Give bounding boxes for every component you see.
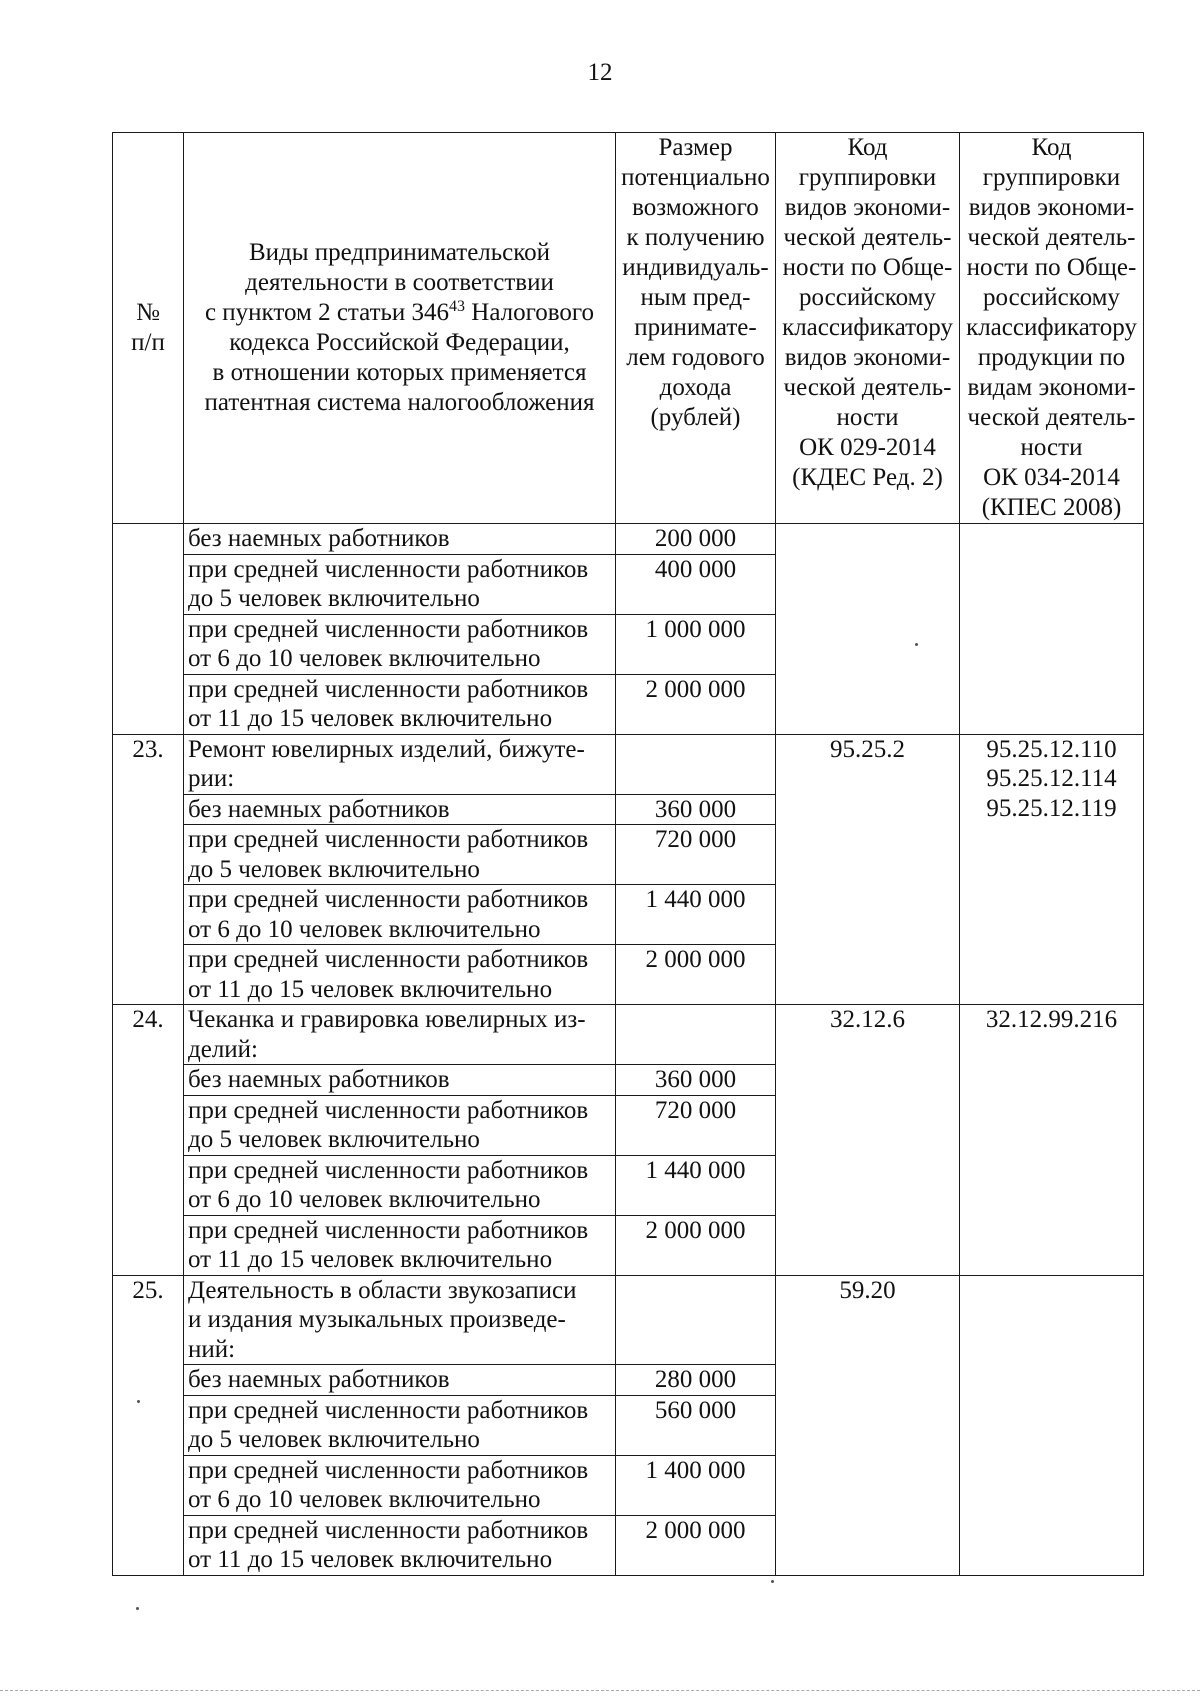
- scan-speck: [136, 1607, 139, 1610]
- income-amount: 560 000: [616, 1395, 776, 1455]
- patent-income-table: [112, 132, 1144, 1576]
- income-amount: 1 440 000: [616, 1155, 776, 1215]
- income-amount: 360 000: [616, 794, 776, 825]
- table-header-row: [113, 133, 1144, 524]
- activity-description: при средней численности работников от 6 до 10 человек включительно: [184, 885, 616, 945]
- activity-description: при средней численности работников от 6 до 10 человек включительно: [184, 1155, 616, 1215]
- activity-description: без наемных работников: [184, 524, 616, 555]
- header-okpd-code: Код группировки видов экономи- ческой деятель- ности по Обще- российскому классификатору продукции по видам экономи- ческой деятель- ности ОК 034-2014 (КПЕС 2008): [960, 133, 1144, 524]
- activity-description: при средней численности работников от 11 до 15 человек включительно: [184, 674, 616, 734]
- activity-description: при средней численности работников до 5 человек включительно: [184, 1395, 616, 1455]
- activity-description: без наемных работников: [184, 1365, 616, 1396]
- okpd-code: 32.12.99.216: [960, 1005, 1144, 1276]
- income-amount: 2 000 000: [616, 1215, 776, 1275]
- row-number: 25.: [113, 1275, 184, 1575]
- okpd-code: 95.25.12.110 95.25.12.114 95.25.12.119: [960, 734, 1144, 1005]
- header-income-size: Размер потенциально возможного к получению индивидуаль- ным пред- принимате- лем годового дохода (рублей): [616, 133, 776, 524]
- income-amount: 2 000 000: [616, 945, 776, 1005]
- income-amount: 1 400 000: [616, 1455, 776, 1515]
- section-title-row: [113, 1005, 1144, 1065]
- income-amount: 400 000: [616, 554, 776, 614]
- header-number: № п/п: [113, 133, 184, 524]
- income-amount: [616, 734, 776, 794]
- income-amount: 1 440 000: [616, 885, 776, 945]
- row-number: 24.: [113, 1005, 184, 1276]
- activity-description: при средней численности работников от 11 до 15 человек включительно: [184, 1515, 616, 1575]
- income-amount: 720 000: [616, 1095, 776, 1155]
- activity-description: при средней численности работников от 6 до 10 человек включительно: [184, 614, 616, 674]
- activity-description: Деятельность в области звукозаписи и издания музыкальных произведе- ний:: [184, 1275, 616, 1365]
- activity-description: при средней численности работников от 11 до 15 человек включительно: [184, 1215, 616, 1275]
- income-amount: [616, 1275, 776, 1365]
- income-amount: 2 000 000: [616, 674, 776, 734]
- okved-code: 32.12.6: [776, 1005, 960, 1276]
- income-amount: [616, 1005, 776, 1065]
- okpd-code: [960, 524, 1144, 735]
- activity-description: при средней численности работников до 5 человек включительно: [184, 1095, 616, 1155]
- activity-description: при средней численности работников от 11 до 15 человек включительно: [184, 945, 616, 1005]
- okpd-code: [960, 1275, 1144, 1575]
- income-amount: 200 000: [616, 524, 776, 555]
- row-number: 23.: [113, 734, 184, 1005]
- okved-code: 59.20: [776, 1275, 960, 1575]
- scan-edge: [0, 1690, 1200, 1692]
- scan-speck: [137, 1400, 140, 1403]
- table-row: [113, 524, 1144, 555]
- page-number: 12: [587, 59, 613, 86]
- income-amount: 360 000: [616, 1065, 776, 1096]
- section-title-row: [113, 1275, 1144, 1365]
- header-okved-code: Код группировки видов экономи- ческой деятель- ности по Обще- российскому классификатору видов экономи- ческой деятель- ности ОК 029-2014 (КДЕС Ред. 2): [776, 133, 960, 524]
- header-activity-types: Виды предпринимательской деятельности в соответствии с пунктом 2 статьи $346^{43}$ Налогового кодекса Российской Федерации, в отношении которых применяется патентная система налогообложения: [184, 133, 616, 524]
- activity-description: Чеканка и гравировка ювелирных из- делий:: [184, 1005, 616, 1065]
- income-amount: 1 000 000: [616, 614, 776, 674]
- scan-speck: [771, 1580, 774, 1583]
- okved-code: 95.25.2: [776, 734, 960, 1005]
- activity-description: при средней численности работников от 6 до 10 человек включительно: [184, 1455, 616, 1515]
- activity-description: при средней численности работников до 5 человек включительно: [184, 554, 616, 614]
- activity-description: без наемных работников: [184, 1065, 616, 1096]
- row-number: [113, 524, 184, 735]
- activity-description: Ремонт ювелирных изделий, бижуте- рии:: [184, 734, 616, 794]
- income-amount: 720 000: [616, 825, 776, 885]
- income-amount: 280 000: [616, 1365, 776, 1396]
- okved-code: [776, 524, 960, 735]
- activity-description: без наемных работников: [184, 794, 616, 825]
- activity-description: при средней численности работников до 5 человек включительно: [184, 825, 616, 885]
- income-amount: 2 000 000: [616, 1515, 776, 1575]
- scan-speck: [915, 643, 918, 646]
- section-title-row: [113, 734, 1144, 794]
